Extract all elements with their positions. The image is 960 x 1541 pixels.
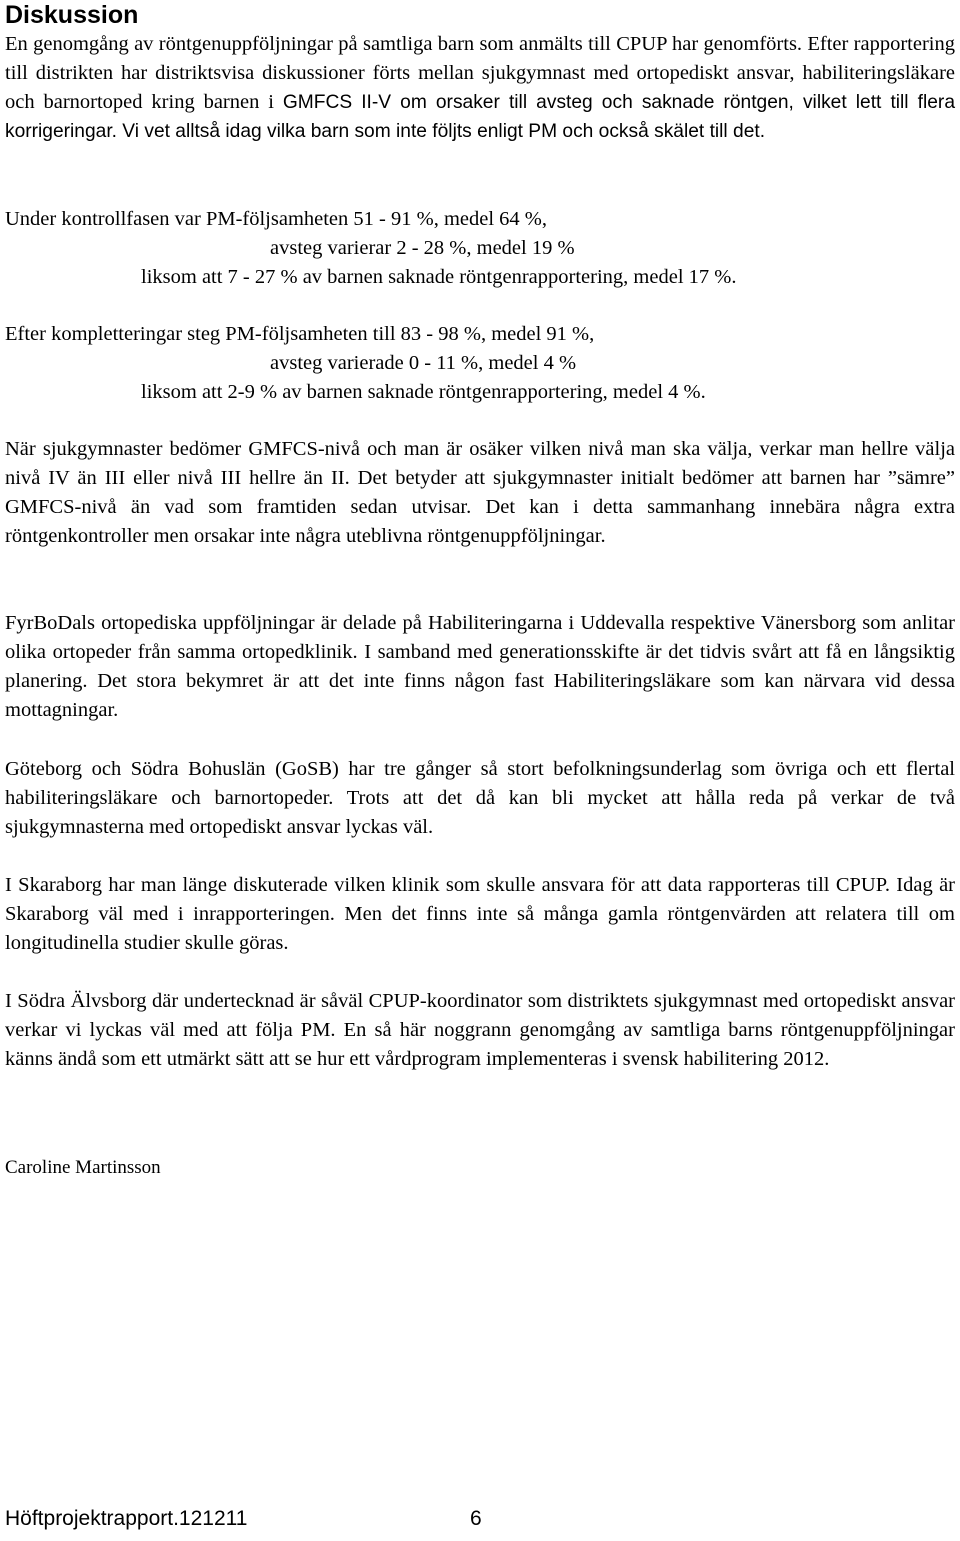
control-phase-line-3: liksom att 7 - 27 % av barnen saknade röntgenrapportering, medel 17 %.	[141, 266, 737, 288]
after-completion-line-3: liksom att 2-9 % av barnen saknade röntgenrapportering, medel 4 %.	[141, 381, 706, 403]
control-phase-line-2: avsteg varierar 2 - 28 %, medel 19 %	[270, 237, 575, 259]
control-phase-line-1: Under kontrollfasen var PM-följsamheten 51 - 91 %, medel 64 %,	[5, 208, 547, 230]
intro-text-sans: GMFCS II-V om orsaker till avsteg och saknade röntgen, vilket lett till flera korrigeringar. Vi vet alltså idag vilka barn som inte följts enligt PM och också skälet till det.	[5, 92, 955, 142]
paragraph-sodra-alvsborg: I Södra Älvsborg där undertecknad är såväl CPUP-koordinator som distriktets sjukgymnast med ortopediskt ansvar verkar vi lyckas väl med att följa PM. En så här noggrann genomgång av samtliga barns röntgenuppföljningar känns ändå som ett utmärkt sätt att se hur ett vårdprogram implementeras i svensk habilitering 2012.	[5, 990, 955, 1070]
footer-document-name: Höftprojektrapport.121211	[5, 1507, 248, 1530]
control-phase-stats	[5, 205, 955, 292]
paragraph-fyrbodal: FyrBoDals ortopediska uppföljningar är delade på Habiliteringarna i Uddevalla respektive Vänersborg som anlitar olika ortopeder från samma ortopedklinik. I samband med generationsskifte är det tidvis svårt att få en långsiktig planering. Det stora bekymret är att det inte finns någon fast Habiliteringsläkare som kan närvara vid dessa mottagningar.	[5, 612, 955, 721]
section-heading: Diskussion	[5, 1, 139, 29]
paragraph-gosb: Göteborg och Södra Bohuslän (GoSB) har tre gånger så stort befolkningsunderlag som övriga och ett flertal habiliteringsläkare och barnortopeder. Trots att det då kan bli mycket att hålla reda på verkar de två sjukgymnasterna med ortopediskt ansvar lyckas väl.	[5, 758, 955, 838]
intro-paragraph	[5, 30, 955, 146]
author-signature: Caroline Martinsson	[5, 1157, 161, 1178]
page-footer	[5, 1505, 482, 1533]
paragraph-gmfcs: När sjukgymnaster bedömer GMFCS-nivå och man är osäker vilken nivå man ska välja, verkar man hellre välja nivå IV än III eller nivå III hellre än II. Det betyder att sjukgymnaster initialt bedömer att barnen har ”sämre” GMFCS-nivå än vad som framtiden sedan utvisar. Det kan i detta sammanhang innebära några extra röntgenkontroller men orsakar inte några uteblivna röntgenuppföljningar.	[5, 438, 955, 547]
paragraph-skaraborg: I Skaraborg har man länge diskuterade vilken klinik som skulle ansvara för att data rapporteras till CPUP. Idag är Skaraborg väl med i inrapporteringen. Men det finns inte så många gamla röntgenvärden att relatera till om longitudinella studier skulle göras.	[5, 874, 955, 954]
after-completion-line-1: Efter kompletteringar steg PM-följsamheten till 83 - 98 %, medel 91 %,	[5, 323, 595, 345]
after-completion-line-2: avsteg varierade 0 - 11 %, medel 4 %	[270, 352, 577, 374]
footer-page-number: 6	[470, 1507, 482, 1530]
after-completion-stats	[5, 320, 955, 407]
intro-text-serif: En genomgång av röntgenuppföljningar på samtliga barn som anmälts till CPUP har genomförts. Efter rapportering till distrikten har distriktsvisa diskussioner förts mellan sjukgymnast med ortopediskt ansvar, habiliteringsläkare och barnortoped kring barnen i	[5, 33, 955, 113]
